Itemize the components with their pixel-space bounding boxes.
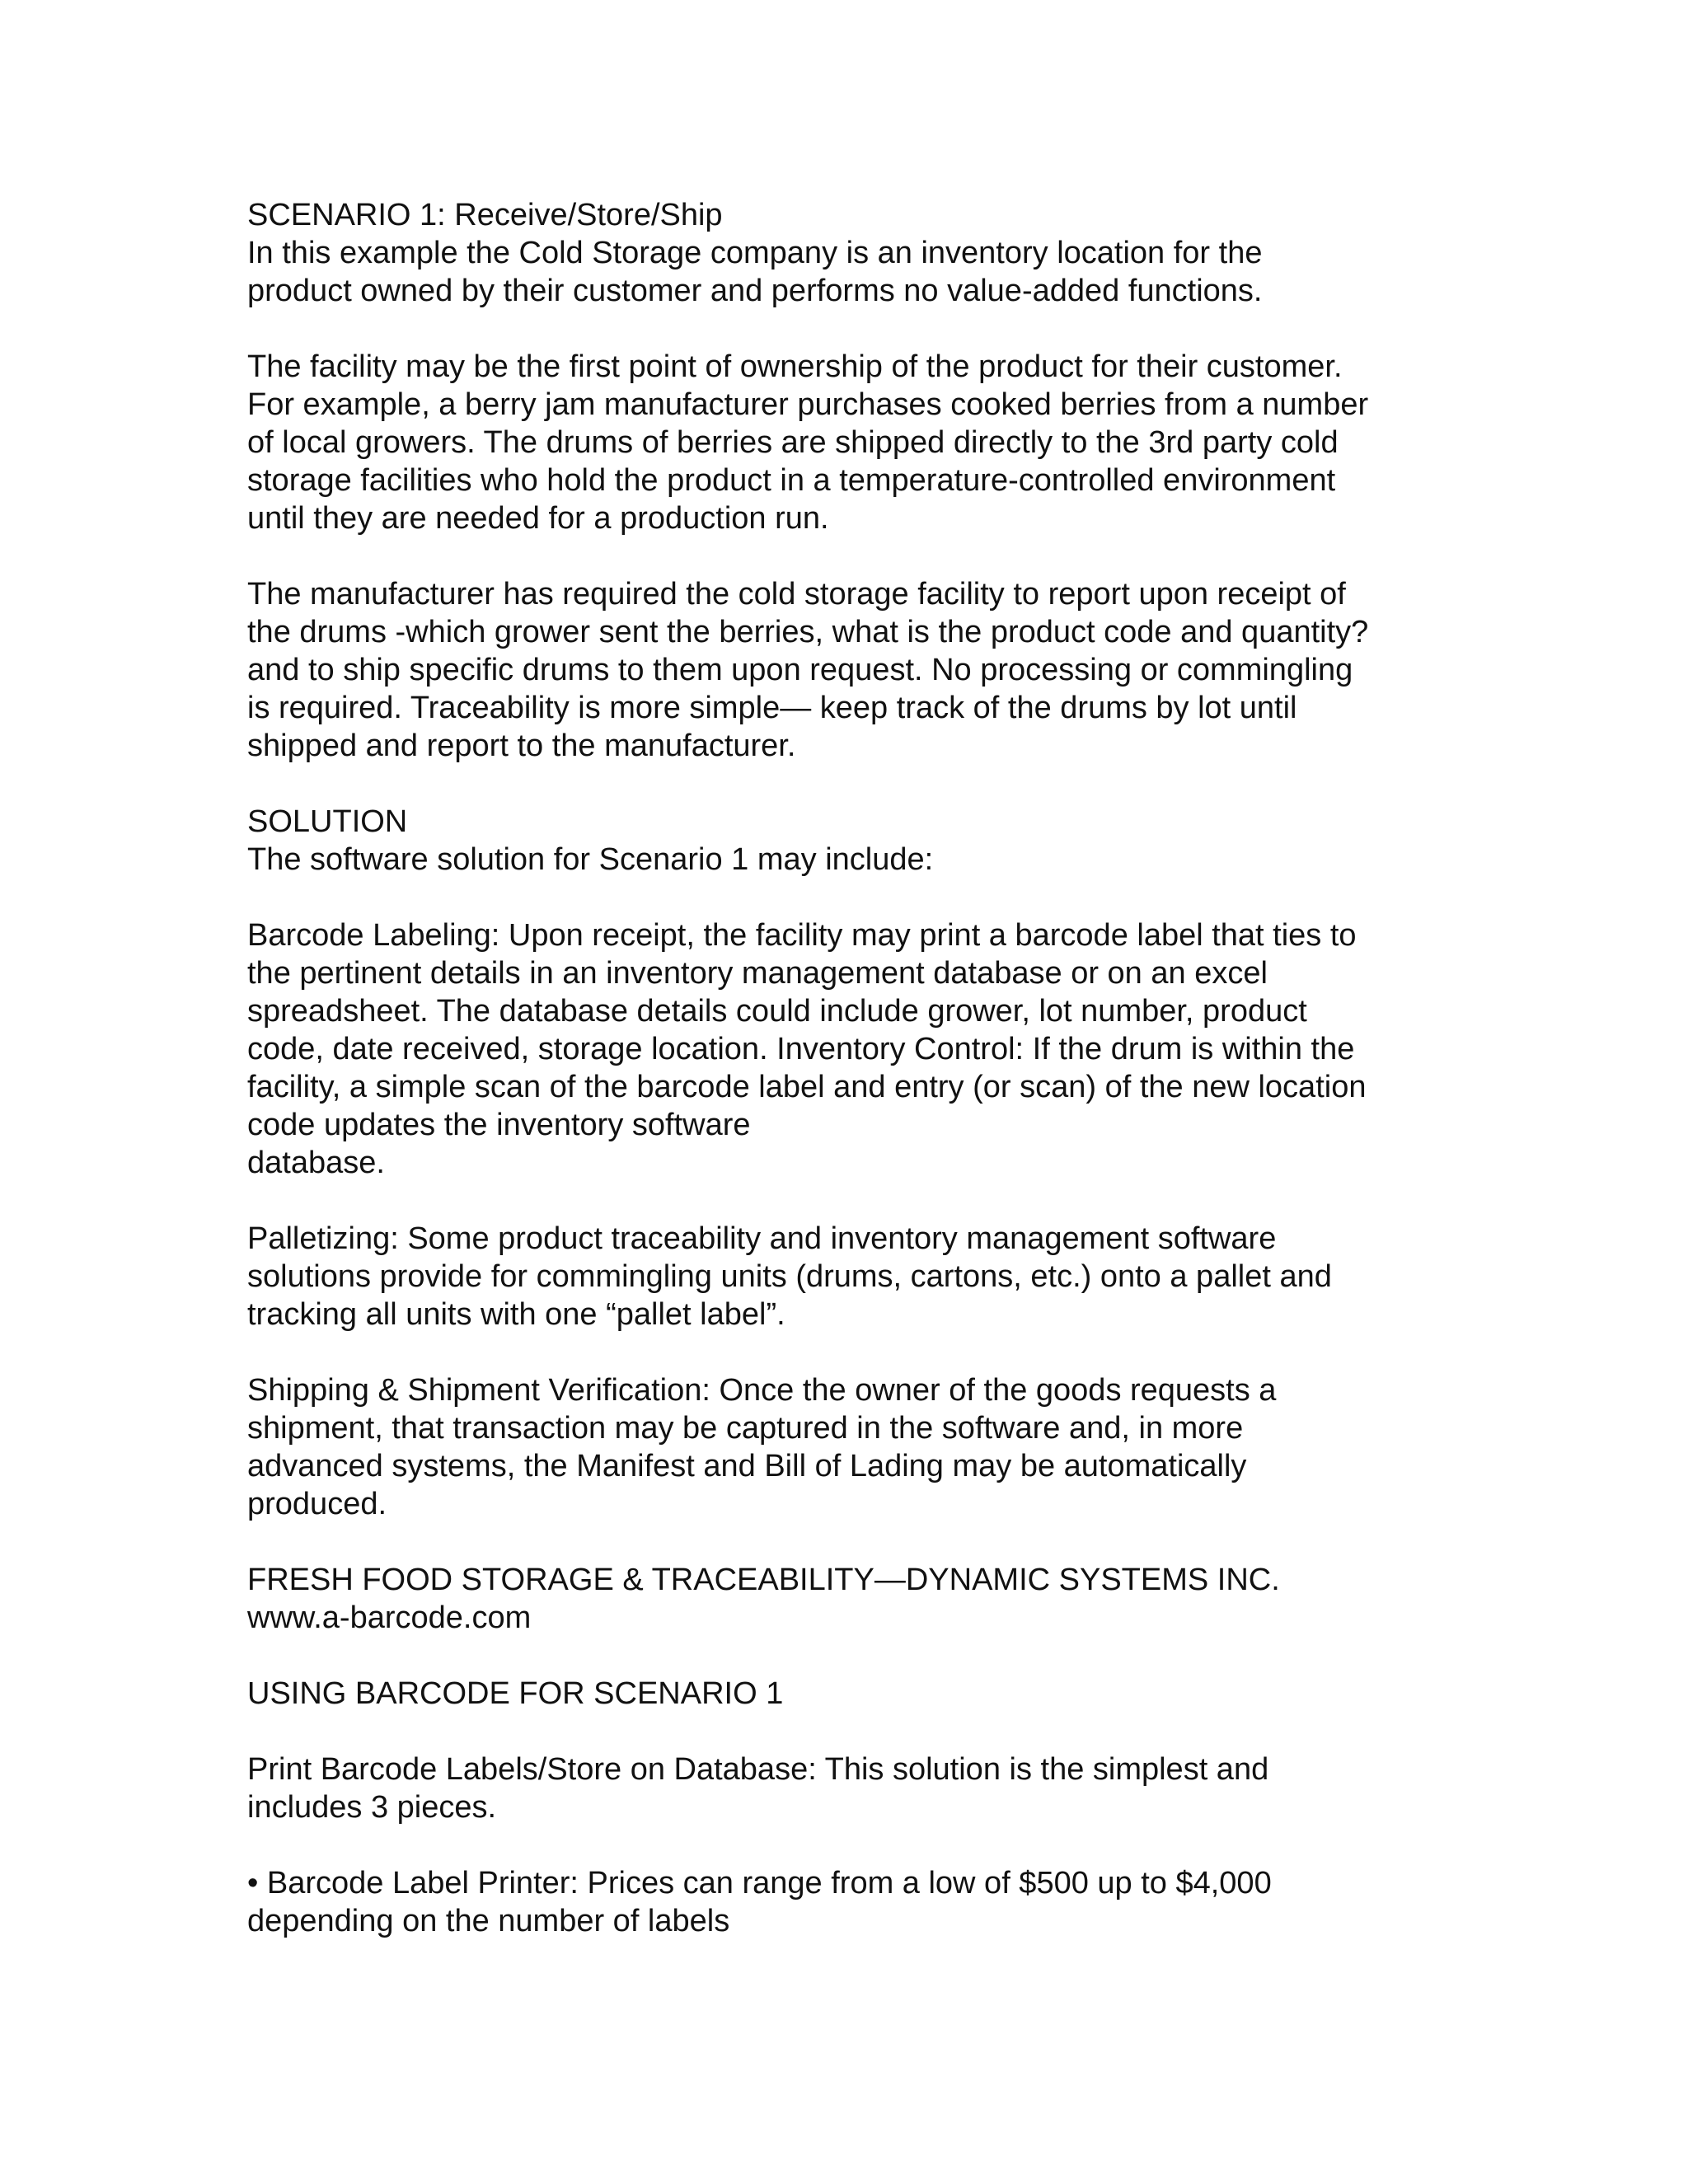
text-line: SOLUTION	[247, 804, 408, 839]
text-line: code updates the inventory software	[247, 1108, 751, 1142]
barcode-labeling-paragraph	[247, 916, 1484, 1182]
text-line: depending on the number of labels	[247, 1904, 730, 1938]
text-line: code, date received, storage location. Inventory Control: If the drum is within the	[247, 1032, 1355, 1066]
label-printer-bullet	[247, 1864, 1484, 1940]
text-line: until they are needed for a production run.	[247, 501, 829, 536]
text-line: The software solution for Scenario 1 may include:	[247, 842, 934, 877]
text-line: product owned by their customer and performs no value-added functions.	[247, 274, 1263, 308]
text-line: • Barcode Label Printer: Prices can range from a low of $500 up to $4,000	[247, 1866, 1272, 1900]
text-line: is required. Traceability is more simple— keep track of the drums by lot until	[247, 691, 1297, 725]
document-page	[247, 196, 1484, 1978]
text-line: FRESH FOOD STORAGE & TRACEABILITY—DYNAMIC SYSTEMS INC.	[247, 1563, 1280, 1597]
text-line: shipment, that transaction may be captured in the software and, in more	[247, 1411, 1244, 1446]
solution-heading-and-intro	[247, 803, 1484, 879]
text-line: Palletizing: Some product traceability and inventory management software	[247, 1221, 1277, 1256]
text-line: SCENARIO 1: Receive/Store/Ship	[247, 198, 723, 232]
text-line: database.	[247, 1146, 385, 1180]
text-line: facility, a simple scan of the barcode label and entry (or scan) of the new location	[247, 1070, 1367, 1104]
palletizing-paragraph	[247, 1220, 1484, 1333]
text-line: spreadsheet. The database details could include grower, lot number, product	[247, 994, 1307, 1029]
text-line: storage facilities who hold the product in a temperature-controlled environment	[247, 463, 1336, 498]
text-line: For example, a berry jam manufacturer purchases cooked berries from a number	[247, 387, 1369, 422]
manufacturer-requirements-paragraph	[247, 575, 1484, 765]
text-line: includes 3 pieces.	[247, 1790, 497, 1825]
text-line: www.a-barcode.com	[247, 1601, 532, 1635]
shipping-verification-paragraph	[247, 1371, 1484, 1523]
document-body	[247, 196, 1484, 1940]
text-line: tracking all units with one “pallet label”.	[247, 1297, 785, 1332]
text-line: and to ship specific drums to them upon request. No processing or commingling	[247, 653, 1353, 687]
text-line: USING BARCODE FOR SCENARIO 1	[247, 1676, 784, 1711]
print-labels-paragraph	[247, 1750, 1484, 1826]
text-line: Print Barcode Labels/Store on Database: This solution is the simplest and	[247, 1752, 1269, 1787]
first-point-of-ownership-paragraph	[247, 348, 1484, 537]
text-line: advanced systems, the Manifest and Bill of Lading may be automatically	[247, 1449, 1247, 1483]
text-line: produced.	[247, 1487, 387, 1521]
text-line: Shipping & Shipment Verification: Once the owner of the goods requests a	[247, 1373, 1277, 1408]
using-barcode-heading	[247, 1675, 1484, 1713]
scenario-heading-and-intro	[247, 196, 1484, 310]
text-line: the drums -which grower sent the berries, what is the product code and quantity?	[247, 615, 1369, 649]
text-line: Barcode Labeling: Upon receipt, the facility may print a barcode label that ties to	[247, 918, 1357, 953]
text-line: The facility may be the first point of ownership of the product for their customer.	[247, 349, 1343, 384]
text-line: The manufacturer has required the cold storage facility to report upon receipt of	[247, 577, 1346, 612]
text-line: of local growers. The drums of berries are shipped directly to the 3rd party cold	[247, 425, 1339, 460]
text-line: shipped and report to the manufacturer.	[247, 729, 796, 763]
text-line: the pertinent details in an inventory management database or on an excel	[247, 956, 1268, 991]
text-line: solutions provide for commingling units (drums, cartons, etc.) onto a pallet and	[247, 1259, 1332, 1294]
text-line: In this example the Cold Storage company is an inventory location for the	[247, 236, 1263, 270]
source-credit-paragraph	[247, 1561, 1484, 1637]
